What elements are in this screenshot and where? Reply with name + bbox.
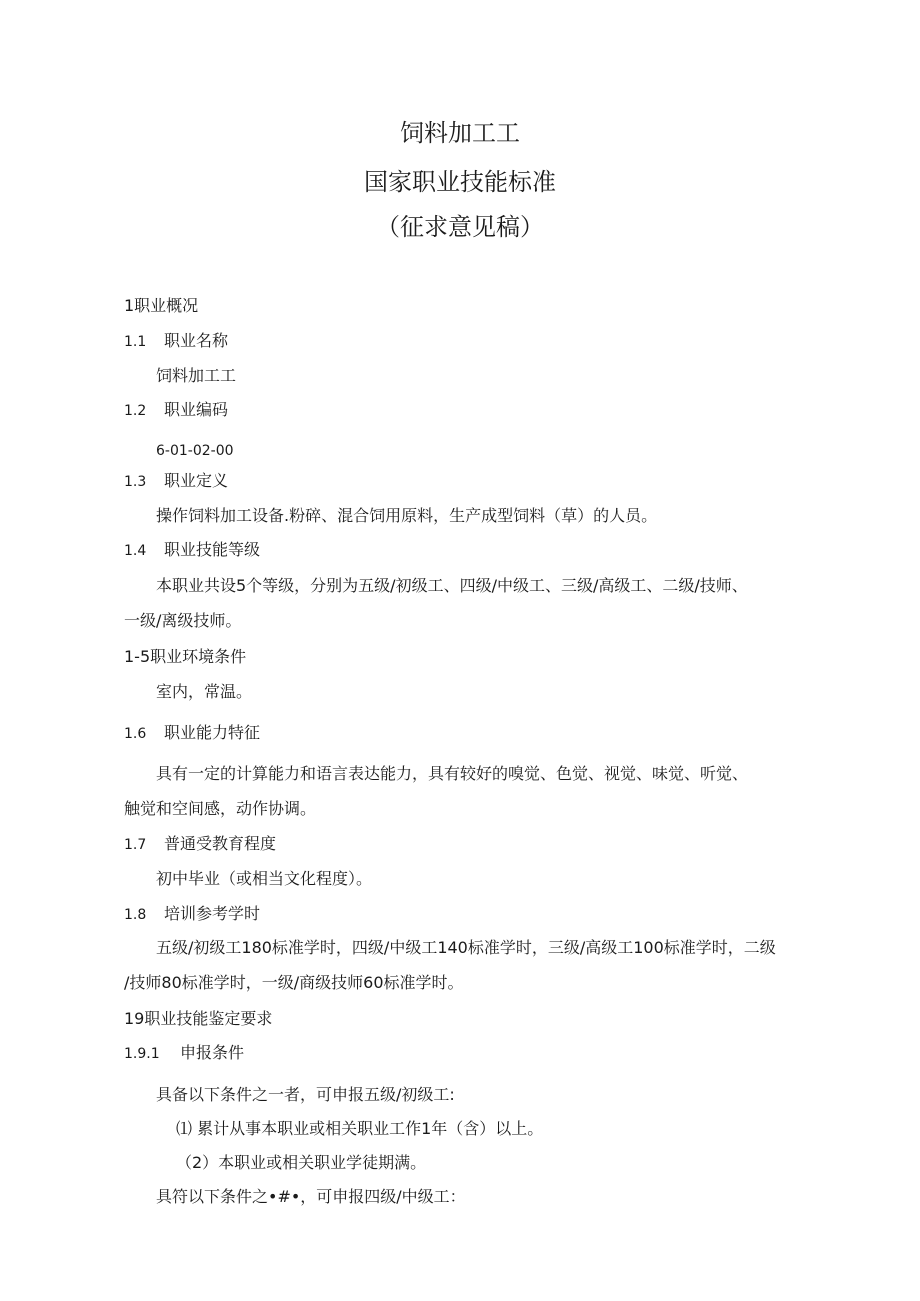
section-title: 申报条件 xyxy=(180,1043,245,1062)
document-title-line-3: （征求意见稿） xyxy=(376,213,544,241)
section-1-3-heading xyxy=(124,471,228,492)
section-title: 职业名称 xyxy=(164,331,229,350)
section-title: 职业编码 xyxy=(164,400,229,419)
section-title: 职业技能等级 xyxy=(164,540,261,559)
section-title: 职业能力特征 xyxy=(164,723,261,742)
application-conditions-intro-1: 具备以下条件之一者，可申报五级/初级工: xyxy=(156,1085,455,1104)
document-title-line-2: 国家职业技能标准 xyxy=(364,168,556,196)
occupation-definition: 操作饲料加工设备.粉碎、混合饲用原料，生产成型饲料（草）的人员。 xyxy=(156,506,658,525)
section-1-2-heading xyxy=(124,400,228,421)
section-title: 培训参考学时 xyxy=(164,904,261,923)
section-1-1-heading xyxy=(124,331,228,352)
occupation-name: 饲料加工工 xyxy=(156,366,237,385)
section-1-heading: 1职业概况 xyxy=(124,296,199,315)
education-text: 初中毕业（或相当文化程度）。 xyxy=(156,869,373,888)
occupation-code: 6-01-02-00 xyxy=(156,443,234,459)
section-1-6-heading xyxy=(124,723,260,744)
section-number: 1.3 xyxy=(124,474,147,490)
section-number: 1.8 xyxy=(124,907,147,923)
training-hours-text-line-2: /技师80标准学时，一级/商级技师60标准学时。 xyxy=(124,973,464,992)
section-number: 1.4 xyxy=(124,543,147,559)
section-number: 1.2 xyxy=(124,403,147,419)
section-1-9-1-heading xyxy=(124,1043,244,1064)
section-title: 职业定义 xyxy=(164,471,229,490)
environment-text: 室内，常温。 xyxy=(156,682,253,701)
application-conditions-intro-2: 具符以下条件之•#•，可申报四级/中级工： xyxy=(156,1187,466,1206)
section-number: 1.1 xyxy=(124,334,147,350)
section-number: 1.7 xyxy=(124,837,147,853)
section-number: 1.6 xyxy=(124,726,147,742)
application-condition-item-2: （2）本职业或相关职业学徒期满。 xyxy=(176,1153,427,1172)
section-1-5-heading: 1-5职业环境条件 xyxy=(124,647,247,666)
ability-text-line-2: 触觉和空间感，动作协调。 xyxy=(124,799,317,818)
section-1-4-heading xyxy=(124,540,260,561)
section-1-7-heading xyxy=(124,834,276,855)
ability-text-line-1: 具有一定的计算能力和语言表达能力，具有较好的嗅觉、色觉、视觉、味觉、听觉、 xyxy=(156,764,749,783)
section-1-9-heading: 19职业技能鉴定要求 xyxy=(124,1009,273,1028)
section-1-8-heading xyxy=(124,904,260,925)
section-title: 普通受教育程度 xyxy=(164,834,277,853)
training-hours-text-line-1: 五级/初级工180标准学时，四级/中级工140标准学时，三级/高级工100标准学时，二级 xyxy=(156,938,776,957)
application-condition-item-1: ⑴ 累计从事本职业或相关职业工作1年（含）以上。 xyxy=(176,1119,544,1138)
section-number: 1.9.1 xyxy=(124,1046,160,1062)
document-title-line-1: 饲料加工工 xyxy=(400,119,520,147)
skill-levels-text-line-2: 一级/离级技师。 xyxy=(124,611,242,630)
skill-levels-text-line-1: 本职业共设5个等级，分别为五级/初级工、四级/中级工、三级/高级工、二级/技师、 xyxy=(156,576,748,595)
